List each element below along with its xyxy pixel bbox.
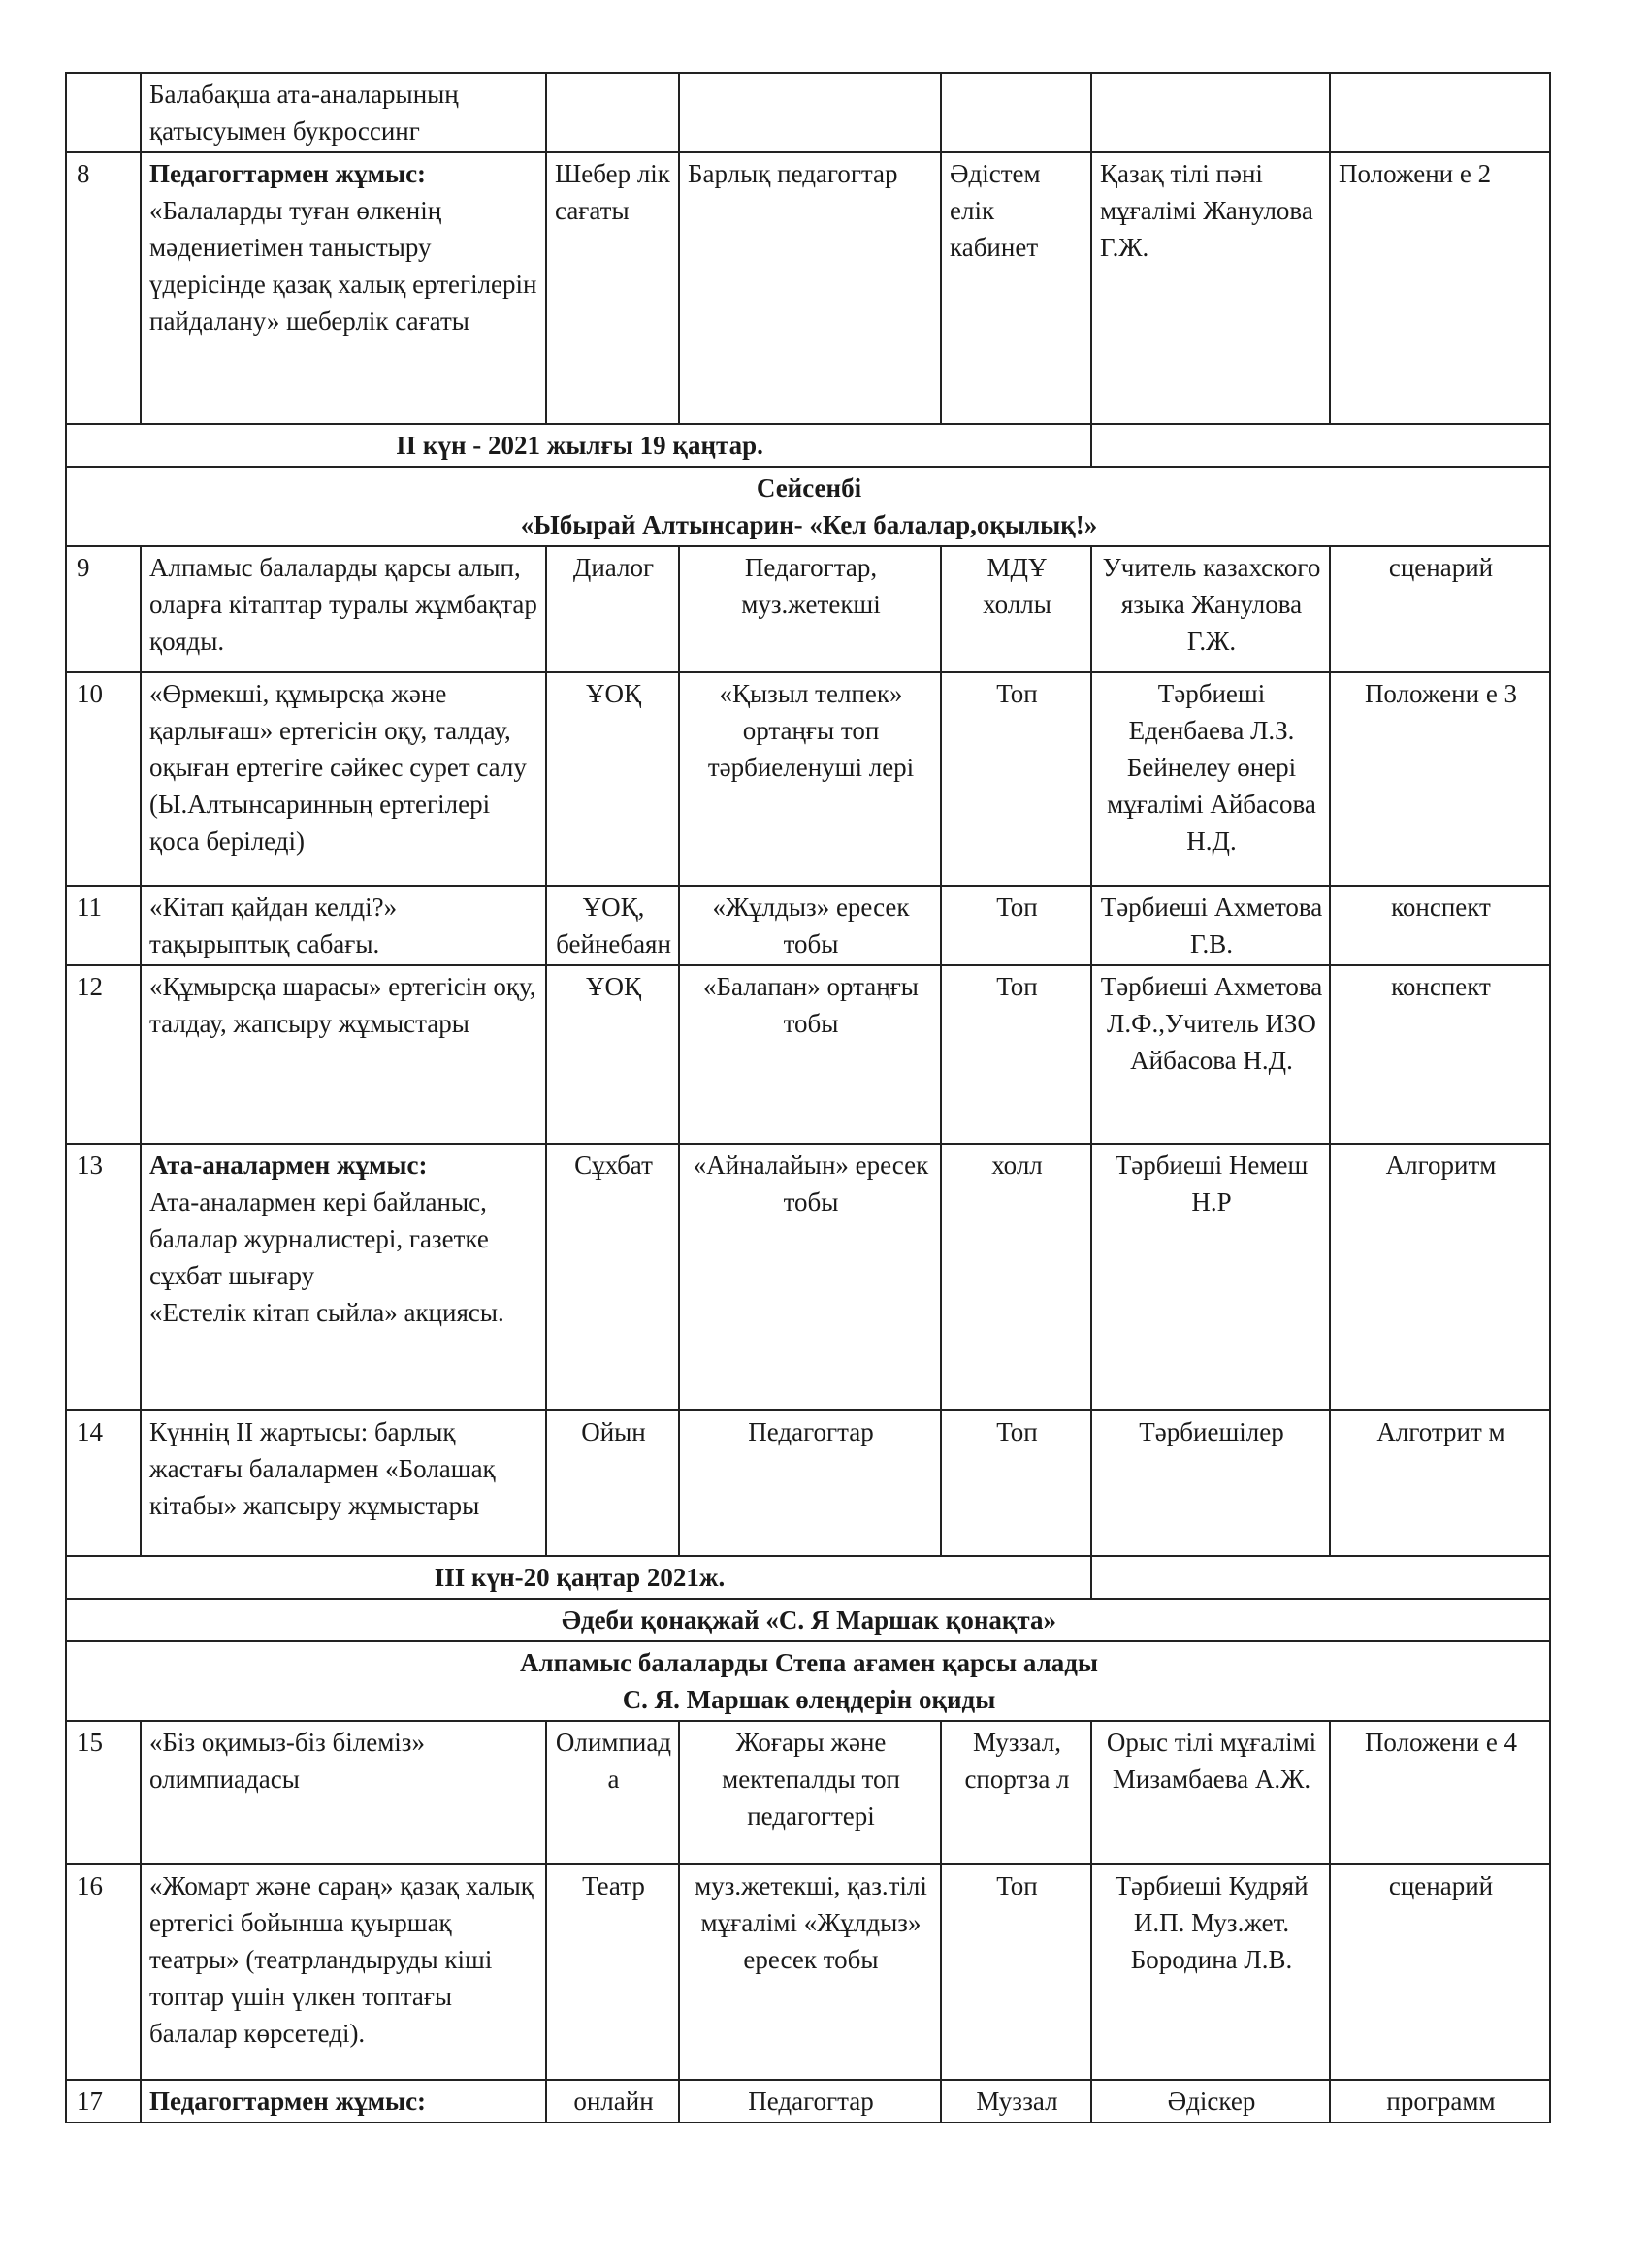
responsible-cell: Қазақ тілі пәні мұғалімі Жанулова Г.Ж. <box>1091 152 1330 424</box>
event-title: Педагогтармен жұмыс: <box>149 159 427 188</box>
table-row <box>66 1721 1550 1864</box>
event-cell <box>141 1410 546 1556</box>
table-row <box>66 1410 1550 1556</box>
day-theme-row <box>66 1641 1550 1721</box>
place-cell: Топ <box>941 672 1091 886</box>
row-number: 16 <box>66 1864 141 2080</box>
event-title: Педагогтармен жұмыс: <box>149 2087 427 2116</box>
day3-subtitle-1: Алпамыс балаларды Степа ағамен қарсы алады <box>520 1648 1098 1677</box>
place-cell: Топ <box>941 1410 1091 1556</box>
event-description: «Құмырсқа шарасы» ертегісін оқу, талдау, жапсыру жұмыстары <box>149 972 536 1038</box>
form-cell: Олимпиад а <box>546 1721 679 1864</box>
event-cell <box>141 2080 546 2122</box>
document-cell: конспект <box>1330 886 1550 965</box>
day2-header: ІІ күн - 2021 жылғы 19 қаңтар. <box>66 424 1091 467</box>
event-cell <box>141 672 546 886</box>
document-cell: Алготрит м <box>1330 1410 1550 1556</box>
form-cell: Сұхбат <box>546 1144 679 1410</box>
event-description: «Жомарт және сараң» қазақ халық ертегісі бойынша қуыршақ театры» (театрландыруды кіші топтар үшін үлкен топтағы балалар көрсетеді). <box>149 1871 534 2048</box>
event-title: Ата-аналармен жұмыс: <box>149 1150 428 1180</box>
responsible-cell: Тәрбиеші Ахметова Г.В. <box>1091 886 1330 965</box>
place-cell: Муззал <box>941 2080 1091 2122</box>
day2-theme-title: «Ыбырай Алтынсарин- «Кел балалар,оқылық!» <box>520 510 1098 539</box>
row-number <box>66 73 141 152</box>
place-cell: Топ <box>941 1864 1091 2080</box>
form-cell: ҰОҚ <box>546 965 679 1144</box>
event-cell <box>141 1144 546 1410</box>
event-description: «Кітап қайдан келді?» тақырыптық сабағы. <box>149 892 398 958</box>
event-cell <box>141 965 546 1144</box>
event-cell <box>141 1721 546 1864</box>
table-row <box>66 2080 1550 2122</box>
table-row <box>66 73 1550 152</box>
place-cell: Топ <box>941 886 1091 965</box>
participants-cell: Барлық педагогтар <box>679 152 941 424</box>
row-number: 17 <box>66 2080 141 2122</box>
day3-subtitle <box>66 1641 1550 1721</box>
row-number: 11 <box>66 886 141 965</box>
day3-header: ІІІ күн-20 қаңтар 2021ж. <box>66 1556 1091 1599</box>
row-number: 15 <box>66 1721 141 1864</box>
form-cell: Шебер лік сағаты <box>546 152 679 424</box>
participants-cell: «Қызыл телпек» ортаңғы топ тәрбиеленуші лері <box>679 672 941 886</box>
responsible-cell: Учитель казахского языка Жанулова Г.Ж. <box>1091 546 1330 672</box>
table-row <box>66 152 1550 424</box>
document-cell: сценарий <box>1330 1864 1550 2080</box>
day-header-row <box>66 424 1550 467</box>
responsible-cell: Әдіскер <box>1091 2080 1330 2122</box>
document-cell: сценарий <box>1330 546 1550 672</box>
event-cell <box>141 886 546 965</box>
participants-cell: муз.жетекші, қаз.тілі мұғалімі «Жұлдыз» ересек тобы <box>679 1864 941 2080</box>
responsible-cell: Тәрбиеші Еденбаева Л.З. Бейнелеу өнері мұғалімі Айбасова Н.Д. <box>1091 672 1330 886</box>
event-description: Күннің ІІ жартысы: барлық жастағы балалармен «Болашақ кітабы» жапсыру жұмыстары <box>149 1417 496 1520</box>
place-cell: МДҰ холлы <box>941 546 1091 672</box>
document-cell: программ <box>1330 2080 1550 2122</box>
table-row <box>66 965 1550 1144</box>
table-row <box>66 1864 1550 2080</box>
place-cell: Топ <box>941 965 1091 1144</box>
responsible-cell: Тәрбиеші Немеш Н.Р <box>1091 1144 1330 1410</box>
participants-cell: Педагогтар <box>679 1410 941 1556</box>
row-number: 10 <box>66 672 141 886</box>
day2-theme <box>66 467 1550 546</box>
event-description: Алпамыс балаларды қарсы алып, оларға кітаптар туралы жұмбақтар қояды. <box>149 553 537 656</box>
event-note: «Естелік кітап сыйла» акциясы. <box>149 1298 504 1327</box>
responsible-cell: Орыс тілі мұғалімі Мизамбаева А.Ж. <box>1091 1721 1330 1864</box>
row-number: 9 <box>66 546 141 672</box>
row-number: 13 <box>66 1144 141 1410</box>
responsible-cell: Тәрбиеші Ахметова Л.Ф.,Учитель ИЗО Айбасова Н.Д. <box>1091 965 1330 1144</box>
table-row <box>66 1144 1550 1410</box>
day2-weekday: Сейсенбі <box>756 473 862 502</box>
document-cell: Положени е 2 <box>1330 152 1550 424</box>
document-cell: Положени е 4 <box>1330 1721 1550 1864</box>
form-cell: Театр <box>546 1864 679 2080</box>
row-number: 8 <box>66 152 141 424</box>
day2-rows <box>66 546 1550 1556</box>
document-cell: конспект <box>1330 965 1550 1144</box>
document-cell: Алгоритм <box>1330 1144 1550 1410</box>
event-description: «Балаларды туған өлкенің мәдениетімен таныстыру үдерісінде қазақ халық ертегілерін пайдалану» шеберлік сағаты <box>149 196 537 336</box>
participants-cell: «Айналайын» ересек тобы <box>679 1144 941 1410</box>
participants-cell: Педагогтар <box>679 2080 941 2122</box>
day-header-row <box>66 1556 1550 1599</box>
day3-theme: Әдеби қонақжай «С. Я Маршак қонақта» <box>66 1599 1550 1641</box>
place-cell: Муззал, спортза л <box>941 1721 1091 1864</box>
participants-cell: Жоғары және мектепалды топ педагогтері <box>679 1721 941 1864</box>
participants-cell: «Балапан» ортаңғы тобы <box>679 965 941 1144</box>
place-cell: Әдістем елік кабинет <box>941 152 1091 424</box>
event-description: «Біз оқимыз-біз білеміз» олимпиадасы <box>149 1728 425 1794</box>
table-row <box>66 886 1550 965</box>
place-cell: холл <box>941 1144 1091 1410</box>
form-cell: Диалог <box>546 546 679 672</box>
participants-cell: «Жұлдыз» ересек тобы <box>679 886 941 965</box>
event-cell: Балабақша ата-аналарының қатысуымен букроссинг <box>141 73 546 152</box>
schedule-page <box>65 72 1549 2123</box>
day-theme-row <box>66 467 1550 546</box>
event-description: Ата-аналармен кері байланыс, балалар журналистері, газетке сұхбат шығару <box>149 1187 489 1290</box>
responsible-cell: Тәрбиешілер <box>1091 1410 1330 1556</box>
event-plan-table <box>65 72 1551 2123</box>
form-cell: ҰОҚ, бейнебаян <box>546 886 679 965</box>
event-cell <box>141 152 546 424</box>
table-row <box>66 672 1550 886</box>
event-cell <box>141 1864 546 2080</box>
table-row <box>66 546 1550 672</box>
form-cell: Ойын <box>546 1410 679 1556</box>
day3-rows <box>66 1721 1550 2122</box>
form-cell: ҰОҚ <box>546 672 679 886</box>
event-description: «Өрмекші, құмырсқа және қарлығаш» ертегісін оқу, талдау, оқыған ертегіге сәйкес сурет салу (Ы.Алтынсаринның ертегілері қоса беріледі) <box>149 679 527 856</box>
event-cell <box>141 546 546 672</box>
participants-cell: Педагогтар, муз.жетекші <box>679 546 941 672</box>
responsible-cell: Тәрбиеші Кудряй И.П. Муз.жет. Бородина Л.В. <box>1091 1864 1330 2080</box>
form-cell: онлайн <box>546 2080 679 2122</box>
day3-subtitle-2: С. Я. Маршак өлеңдерін оқиды <box>622 1685 996 1714</box>
document-cell: Положени е 3 <box>1330 672 1550 886</box>
row-number: 14 <box>66 1410 141 1556</box>
row-number: 12 <box>66 965 141 1144</box>
day-theme-row <box>66 1599 1550 1641</box>
